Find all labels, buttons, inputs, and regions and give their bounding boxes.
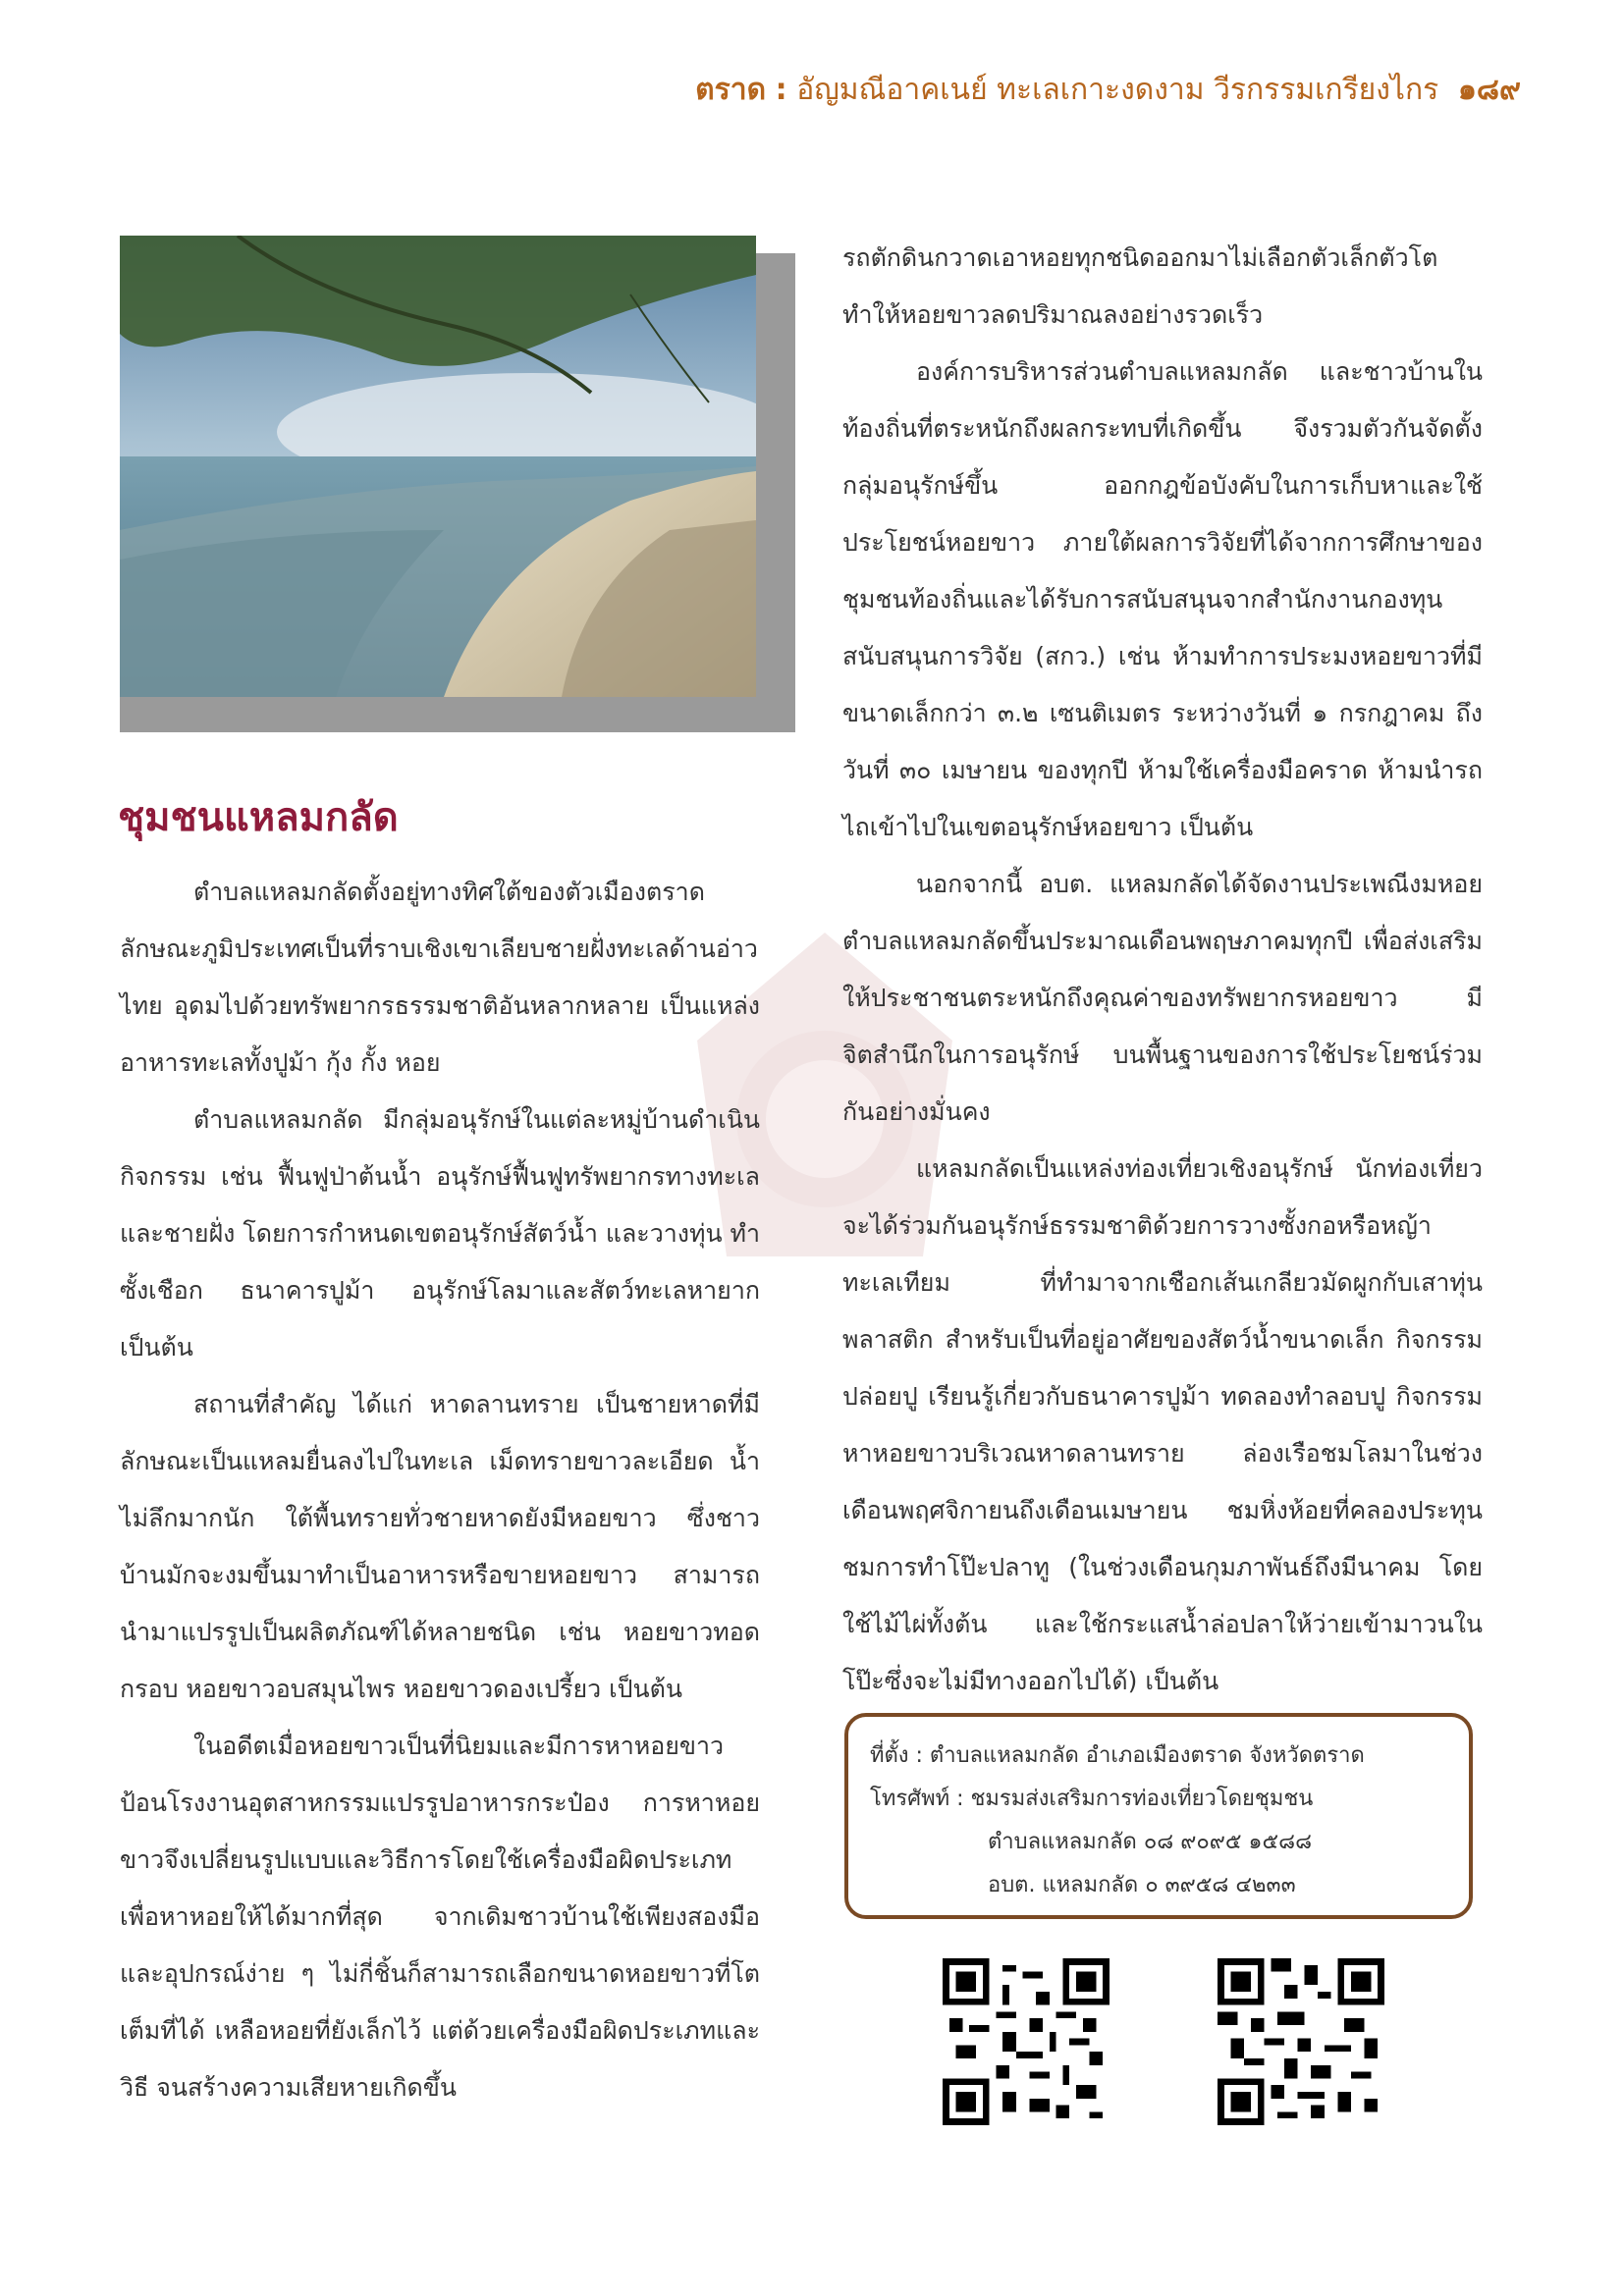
paragraph: รถตักดินกวาดเอาหอยทุกชนิดออกมาไม่เลือกตัวเล็กตัวโต ทำให้หอยขาวลดปริมาณลงอย่างรวดเร็ว bbox=[842, 243, 1438, 329]
phone-label: โทรศัพท์ : ชมรมส่งเสริมการท่องเที่ยวโดยชุมชน bbox=[870, 1787, 1314, 1811]
contact-info-box bbox=[844, 1713, 1473, 1919]
paragraph: ตำบลแหลมกลัด มีกลุ่มอนุรักษ์ในแต่ละหมู่บ้านดำเนินกิจกรรม เช่น ฟื้นฟูป่าต้นน้ำ อนุรักษ์ฟื้นฟูทรัพยากรทางทะเลและชายฝั่ง โดยการกำหนดเขตอนุรักษ์สัตว์น้ำ และวางทุ่น ทำซั้งเชือก ธนาคารปูม้า อนุรักษ์โลมาและสัตว์ทะเลหายาก เป็นต้น bbox=[120, 1105, 761, 1362]
phone-line: ตำบลแหลมกลัด ๐๘ ๙๐๙๕ ๑๕๘๘ bbox=[988, 1830, 1313, 1854]
header-province: ตราด bbox=[695, 73, 767, 107]
paragraph: สถานที่สำคัญ ได้แก่ หาดลานทราย เป็นชายหาดที่มีลักษณะเป็นแหลมยื่นลงไปในทะเล เม็ดทรายขาวละเอียด น้ำไม่ลึกมากนัก ใต้พื้นทรายทั่วชายหาดยังมีหอยขาว ซึ่งชาวบ้านมักจะงมขึ้นมาทำเป็นอาหารหรือขายหอยขาว สามารถนำมาแปรรูปเป็นผลิตภัณฑ์ได้หลายชนิด เช่น หอยขาวทอดกรอบ หอยขาวอบสมุนไพร หอยขาวดองเปรี้ยว เป็นต้น bbox=[120, 1390, 760, 1703]
address-line: ที่ตั้ง : ตำบลแหลมกลัด อำเภอเมืองตราด จังหวัดตราด bbox=[870, 1743, 1365, 1768]
paragraph: องค์การบริหารส่วนตำบลแหลมกลัด และชาวบ้านในท้องถิ่นที่ตระหนักถึงผลกระทบที่เกิดขึ้น จึงรวมตัวกันจัดตั้งกลุ่มอนุรักษ์ขึ้น ออกกฎข้อบังคับในการเก็บหาและใช้ประโยชน์หอยขาว ภายใต้ผลการวิจัยที่ได้จากการศึกษาของชุมชนท้องถิ่นและได้รับการสนับสนุนจากสำนักงานกองทุนสนับสนุนการวิจัย (สกว.) เช่น ห้ามทำการประมงหอยขาวที่มีขนาดเล็กกว่า ๓.๒ เซนติเมตร ระหว่างวันที่ ๑ กรกฎาคม ถึงวันที่ ๓๐ เมษายน ของทุกปี ห้ามใช้เครื่องมือคราด ห้ามนำรถไถเข้าไปในเขตอนุรักษ์หอยขาว เป็นต้น bbox=[842, 357, 1483, 841]
qr-code-icon[interactable] bbox=[943, 1958, 1110, 2125]
beach-photo bbox=[120, 236, 756, 697]
running-header bbox=[695, 67, 1521, 113]
qr-code-icon[interactable] bbox=[1218, 1958, 1384, 2125]
left-column bbox=[120, 864, 760, 2116]
paragraph: นอกจากนี้ อบต. แหลมกลัดได้จัดงานประเพณีงมหอยตำบลแหลมกลัดขึ้นประมาณเดือนพฤษภาคมทุกปี เพื่อส่งเสริมให้ประชาชนตระหนักถึงคุณค่าของทรัพยากรหอยขาว มีจิตสำนึกในการอนุรักษ์ บนพื้นฐานของการใช้ประโยชน์ร่วมกันอย่างมั่นคง bbox=[842, 870, 1483, 1126]
paragraph: ในอดีตเมื่อหอยขาวเป็นที่นิยมและมีการหาหอยขาวป้อนโรงงานอุตสาหกรรมแปรรูปอาหารกระป๋อง การหาหอยขาวจึงเปลี่ยนรูปแบบและวิธีการโดยใช้เครื่องมือผิดประเภทเพื่อหาหอยให้ได้มากที่สุด จากเดิมชาวบ้านใช้เพียงสองมือและอุปกรณ์ง่าย ๆ ไม่กี่ชิ้นก็สามารถเลือกขนาดหอยขาวที่โตเต็มที่ได้ เหลือหอยที่ยังเล็กไว้ แต่ด้วยเครื่องมือผิดประเภทและวิธี จนสร้างความเสียหายเกิดขึ้น bbox=[120, 1732, 760, 2102]
header-colon: : bbox=[775, 73, 787, 107]
paragraph: แหลมกลัดเป็นแหล่งท่องเที่ยวเชิงอนุรักษ์ นักท่องเที่ยวจะได้ร่วมกันอนุรักษ์ธรรมชาติด้วยการวางซั้งกอหรือหญ้าทะเลเทียม ที่ทำมาจากเชือกเส้นเกลียวมัดผูกกับเสาทุ่นพลาสติก สำหรับเป็นที่อยู่อาศัยของสัตว์น้ำขนาดเล็ก กิจกรรมปล่อยปู เรียนรู้เกี่ยวกับธนาคารปูม้า ทดลองทำลอบปู กิจกรรมหาหอยขาวบริเวณหาดลานทราย ล่องเรือชมโลมาในช่วงเดือนพฤศจิกายนถึงเดือนเมษายน ชมหิ่งห้อยที่คลองประทุน ชมการทำโป๊ะปลาทู (ในช่วงเดือนกุมภาพันธ์ถึงมีนาคม โดยใช้ไม้ไผ่ทั้งต้น และใช้กระแสน้ำล่อปลาให้ว่ายเข้ามาวนในโป๊ะซึ่งจะไม่มีทางออกไปได้) เป็นต้น bbox=[842, 1154, 1483, 1695]
section-title: ชุมชนแหลมกลัด bbox=[118, 795, 399, 840]
header-subtitle: อัญมณีอาคเนย์ ทะเลเกาะงดงาม วีรกรรมเกรียงไกร bbox=[796, 73, 1439, 107]
phone-line: อบต. แหลมกลัด ๐ ๓๙๕๘ ๔๒๓๓ bbox=[988, 1873, 1296, 1897]
paragraph: ตำบลแหลมกลัดตั้งอยู่ทางทิศใต้ของตัวเมืองตราด ลักษณะภูมิประเทศเป็นที่ราบเชิงเขาเลียบชายฝั่งทะเลด้านอ่าวไทย อุดมไปด้วยทรัพยากรธรรมชาติอันหลากหลาย เป็นแหล่งอาหารทะเลทั้งปูม้า กุ้ง กั้ง หอย bbox=[120, 878, 760, 1077]
page-number: ๑๘๙ bbox=[1457, 73, 1521, 107]
right-column bbox=[842, 230, 1483, 1710]
